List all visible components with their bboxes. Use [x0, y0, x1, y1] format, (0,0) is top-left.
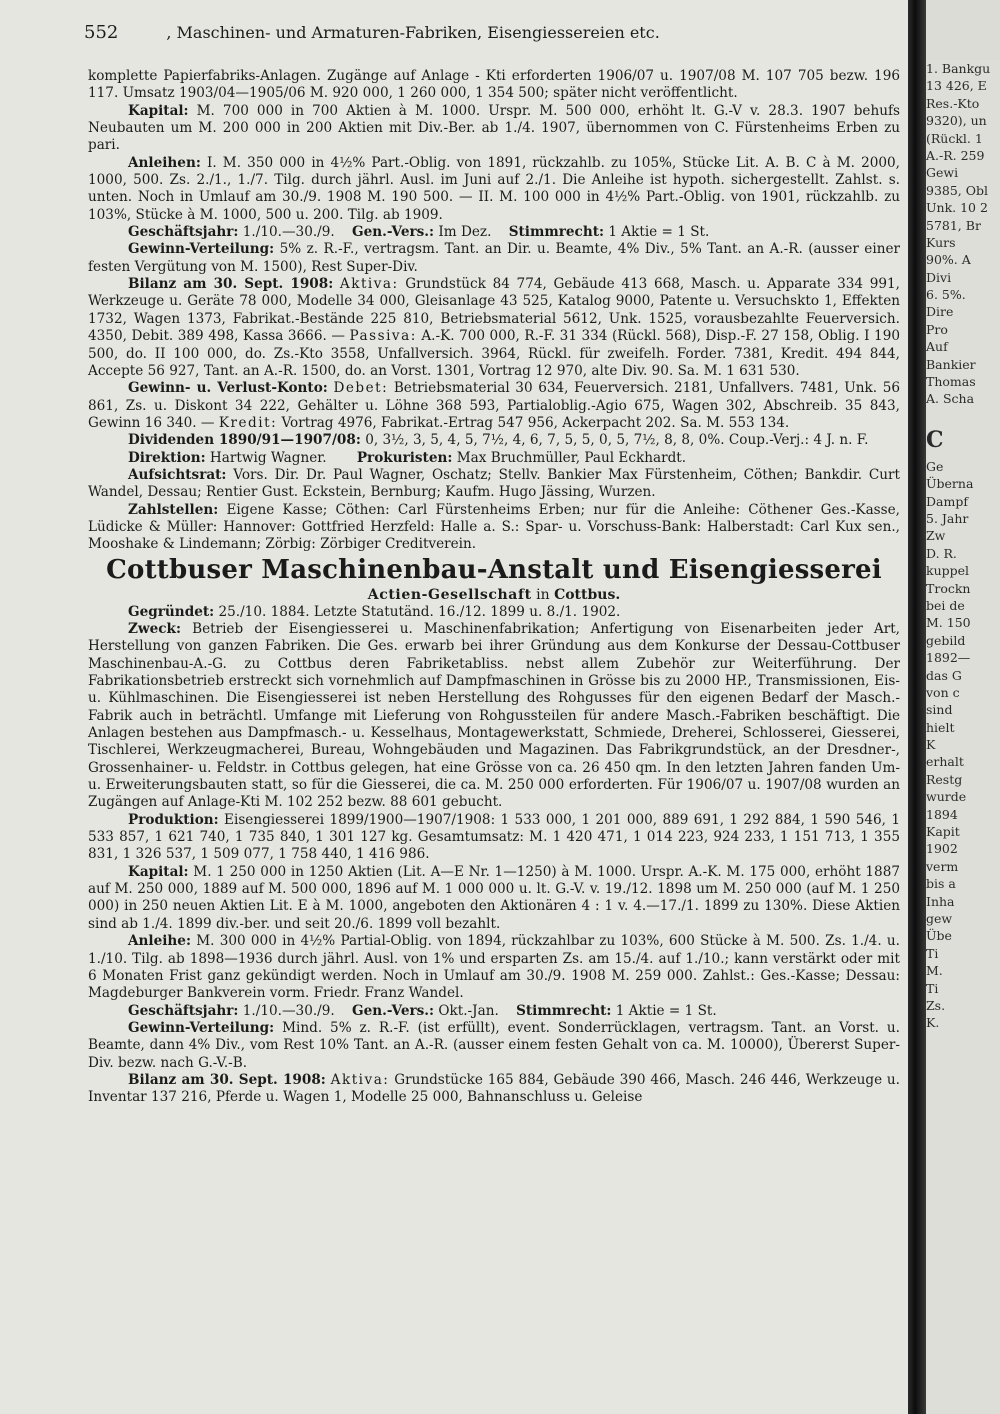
- company-subtitle: Actien-Gesellschaft in Cottbus.: [367, 586, 621, 603]
- adjacent-line: verm: [926, 858, 959, 874]
- adjacent-line: Dampf: [926, 493, 968, 509]
- adjacent-line: 90%. A: [926, 252, 971, 268]
- adjacent-line: 9385, Obl: [926, 182, 989, 198]
- adjacent-line: K: [926, 737, 936, 753]
- running-title: , Maschinen- und Armaturen-Fabriken, Eisengiessereien etc.: [166, 23, 660, 42]
- adjacent-line: bis a: [926, 876, 956, 892]
- adjacent-line: das G: [926, 667, 962, 683]
- company-kapital: Kapital: M. 1 250 000 in 1250 Aktien (Lit. A—E Nr. 1—1250) à M. 1000. Urspr. A.-K. M. 175 000, erhöht 1887 auf M. 250 000, 1889 auf M. 500 000, 1896 auf M. 1 000 000 u. lt. G.-V. v. 19./12. 1898 um M. 250 000 (auf M. 1 250 000) in 250 neuen Aktien Lit. E à M. 1000, angeboten den Aktionären 4 : 1 v. 4.—17./1. 1899 zu 130%. Diese Aktien sind ab 1./4. 1899 div.-ber. und seit 20./6. 1899 voll bezahlt.: [88, 863, 900, 932]
- adjacent-line: wurde: [926, 789, 967, 805]
- adjacent-line: Ti: [926, 980, 939, 996]
- adjacent-line: M.: [926, 963, 943, 979]
- prev-aufsichtsrat: Aufsichtsrat: Vors. Dir. Dr. Paul Wagner, Oschatz; Stellv. Bankier Max Fürstenheim, Cöthen; Bankdir. Curt Wandel, Dessau; Rentier Gust. Eckstein, Bernburg; Kaufm. Hugo Jässing, Wurzen.: [88, 466, 900, 501]
- adjacent-line: Trockn: [926, 580, 971, 596]
- adjacent-line: Dire: [926, 304, 954, 320]
- book-gutter: [908, 0, 926, 1414]
- adjacent-line: erhalt: [926, 754, 964, 770]
- adjacent-line: Res.-Kto: [926, 95, 980, 111]
- adjacent-line: 1902: [926, 841, 958, 857]
- prev-gewinn-verlust-konto: Gewinn- u. Verlust-Konto: Debet: Betriebsmaterial 30 634, Feuerversich. 2181, Unfallvers. 7481, Unk. 56 861, Zs. u. Diskont 34 222, Gehälter u. Löhne 368 593, Partialoblig.-Agio 675, Wagen 302, Abschreib. 35 843, Gewinn 16 340. — Kredit: Vortrag 4976, Fabrikat.-Ertrag 547 956, Ackerpacht 202. Sa. M. 553 134.: [88, 380, 900, 431]
- prev-bilanz: Bilanz am 30. Sept. 1908: Aktiva: Grundstück 84 774, Gebäude 413 668, Masch. u. Apparate 334 991, Werkzeuge u. Geräte 78 000, Modelle 34 000, Gleisanlage 43 525, Katalog 9000, Patente u. Versuchskto 1, Effekten 1732, Wagen 1373, Fabrikat.-Bestände 225 810, Betriebsmaterial 5612, Unk. 1525, vorausbezahlte Feuerversich. 4350, Debit. 389 498, Kassa 3666. — Passiva: A.-K. 700 000, R.-F. 31 334 (Rückl. 568), Disp.-F. 27 158, Oblig. I 190 500, do. II 100 000, do. Zs.-Kto 3558, Unfallversich. 3964, Rückl. für zweifelh. Forder. 7381, Kredit. 494 844, Accepte 56 927, Tant. an A.-R. 1500, do. an Vorst. 1301, Vortrag 12 970, alte Div. 90. Sa. M. 1 631 530.: [88, 276, 901, 379]
- adjacent-line: hielt: [926, 719, 955, 735]
- adjacent-page-fragment: [926, 60, 1000, 1414]
- adjacent-line: (Rückl. 1: [926, 130, 983, 146]
- adjacent-big-letter: C: [926, 426, 944, 453]
- adjacent-line: 1. Bankgu: [926, 61, 991, 76]
- adjacent-line: K.: [926, 1015, 940, 1031]
- adjacent-line: Unk. 10 2: [926, 200, 988, 216]
- adjacent-line: Überna: [926, 476, 974, 492]
- adjacent-line: Inha: [926, 893, 955, 909]
- company-gegruendet: Gegründet: 25./10. 1884. Letzte Statutänd. 16./12. 1899 u. 8./1. 1902.: [128, 603, 621, 620]
- prev-geschaeftsjahr: Geschäftsjahr: 1./10.—30./9. Gen.-Vers.: Im Dez. Stimmrecht: 1 Aktie = 1 St.: [128, 224, 710, 241]
- adjacent-line: gebild: [926, 632, 966, 648]
- adjacent-lines-top: [926, 60, 1000, 408]
- company-produktion: Produktion: Eisengiesserei 1899/1900—1907/1908: 1 533 000, 1 201 000, 889 691, 1 292 884, 1 590 546, 1 533 857, 1 621 740, 1 735 840, 1 301 127 kg. Gesamtumsatz: M. 1 420 471, 1 014 223, 924 233, 1 151 713, 1 355 831, 1 326 537, 1 509 077, 1 758 440, 1 416 986.: [88, 811, 900, 863]
- adjacent-line: Thomas: [926, 374, 976, 390]
- adjacent-line: Zw: [926, 528, 946, 544]
- adjacent-line: sind: [926, 702, 953, 718]
- company-anleihe: Anleihe: M. 300 000 in 4½% Partial-Oblig. von 1894, rückzahlbar zu 103%, 600 Stücke à M. 500. Zs. 1./4. u. 1./10. Tilg. ab 1898—1936 durch jährl. Ausl. von 1% und ersparten Zs. am 15./4. auf 1./10.; kann verstärkt oder mit 6 Monaten Frist ganz gekündigt werden. Noch in Umlauf am 30./9. 1908 M. 259 000. Zahlst.: Ges.-Kasse; Dessau: Magdeburger Bankverein vorm. Friedr. Franz Wandel.: [88, 933, 900, 1002]
- prev-gewinn-verteilung: Gewinn-Verteilung: 5% z. R.-F., vertragsm. Tant. an Dir. u. Beamte, 4% Div., 5% Tant. an A.-R. (ausser einer festen Vergütung von M. 1500), Rest Super-Div.: [88, 241, 900, 275]
- adjacent-line: Kurs: [926, 234, 956, 250]
- adjacent-line: Restg: [926, 771, 963, 787]
- company-title: Cottbuser Maschinenbau-Anstalt und Eisengiesserei: [106, 554, 882, 585]
- adjacent-line: gew: [926, 910, 953, 926]
- adjacent-line: A. Scha: [926, 391, 975, 407]
- adjacent-line: Übe: [926, 928, 952, 944]
- adjacent-line: 9320), un: [926, 113, 987, 129]
- prev-anleihen: Anleihen: I. M. 350 000 in 4½% Part.-Oblig. von 1891, rückzahlb. zu 105%, Stücke Lit. A. B. C à M. 2000, 1000, 500. Zs. 2./1., 1./7. Tilg. durch jährl. Ausl. im Juni auf 2./1. Die Anleihe ist hypoth. sichergestellt. Zahlst. s. unten. Noch in Umlauf am 30./9. 1908 M. 190 500. — II. M. 100 000 in 4½% Part.-Oblig. von 1901, rückzahlb. zu 103%, Stücke à M. 1000, 500 u. 200. Tilg. ab 1909.: [88, 154, 900, 223]
- company-gewinn-verteilung: Gewinn-Verteilung: Mind. 5% z. R.-F. (ist erfüllt), event. Sonderrücklagen, vertragsm. Tant. an Vorst. u. Beamte, dann 4% Div., vom Rest 10% Tant. an A.-R. (ausser einem festen Gehalt von ca. M. 10000), Übererst Super-Div. bezw. nach G.-V.-B.: [88, 1019, 900, 1071]
- prev-kapital: Kapital: M. 700 000 in 700 Aktien à M. 1000. Urspr. M. 500 000, erhöht lt. G.-V v. 28.3. 1907 behufs Neubauten um M. 200 000 in 200 Aktien mit Div.-Ber. ab 1./4. 1907, übernommen von C. Fürstenheims Erben zu pari.: [88, 102, 900, 154]
- adjacent-line: Kapit: [926, 824, 960, 840]
- company-bilanz: Bilanz am 30. Sept. 1908: Aktiva: Grundstücke 165 884, Gebäude 390 466, Masch. 246 446, Werkzeuge u. Inventar 137 216, Pferde u. Wagen 1, Modelle 25 000, Bahnanschluss u. Geleise: [88, 1071, 901, 1106]
- adjacent-line: Gewi: [926, 165, 959, 181]
- prev-zahlstellen: Zahlstellen: Eigene Kasse; Cöthen: Carl Fürstenheims Erben; nur für die Anleihe: Cöthener Ges.-Kasse, Lüdicke & Müller: Hannover: Gottfried Herzfeld: Halle a. S.: Spar- u. Vorschuss-Bank: Halberstadt: Carl Kux sen., Mooshake & Lindemann; Zörbig: Zörbiger Creditverein.: [88, 501, 900, 553]
- adjacent-line: 1892—: [926, 650, 971, 666]
- adjacent-line: von c: [926, 684, 960, 700]
- adjacent-line: 5781, Br: [926, 217, 981, 233]
- adjacent-line: D. R.: [926, 545, 957, 561]
- company-geschaeftsjahr: Geschäftsjahr: 1./10.—30./9. Gen.-Vers.: Okt.-Jan. Stimmrecht: 1 Aktie = 1 St.: [128, 1002, 717, 1019]
- adjacent-line: Ge: [926, 458, 944, 474]
- adjacent-line: 5. Jahr: [926, 510, 969, 526]
- adjacent-line: 13 426, E: [926, 78, 987, 94]
- adjacent-line: M. 150: [926, 615, 971, 631]
- text-body: [88, 68, 900, 1107]
- running-header: [84, 22, 884, 48]
- adjacent-line: 6. 5%.: [926, 287, 966, 303]
- adjacent-line: Ti: [926, 945, 939, 961]
- adjacent-line: A.-R. 259: [926, 147, 985, 163]
- adjacent-line: Auf: [926, 339, 948, 355]
- adjacent-line: Pro: [926, 321, 948, 337]
- adjacent-line: bei de: [926, 597, 965, 613]
- adjacent-line: 1894: [926, 806, 958, 822]
- adjacent-line: Divi: [926, 269, 952, 285]
- adjacent-line: kuppel: [926, 563, 970, 579]
- adjacent-line: Bankier: [926, 356, 976, 372]
- page-number: 552: [84, 22, 119, 43]
- prev-direktion: Direktion: Hartwig Wagner. Prokuristen: Max Bruchmüller, Paul Eckhardt.: [128, 449, 687, 466]
- adjacent-line: Zs.: [926, 997, 946, 1013]
- prev-entry-intro: komplette Papierfabriks-Anlagen. Zugänge auf Anlage - Kti erforderten 1906/07 u. 1907/08 M. 107 705 bezw. 196 117. Umsatz 1903/04—1905/06 M. 920 000, 1 260 000, 1 354 500; später nicht veröffentlicht.: [88, 68, 900, 102]
- adjacent-lines-bottom: [926, 458, 1000, 1032]
- company-zweck: Zweck: Betrieb der Eisengiesserei u. Maschinenfabrikation; Anfertigung von Eisenarbeiten jeder Art, Herstellung von ganzen Fabriken. Die Ges. erwarb bei ihrer Gründung aus dem Konkurse der Dessau-Cottbuser Maschinenbau-A.-G. zu Cottbus deren Fabriketabliss. nebst allem Zubehör zur Weiterführung. Der Fabrikationsbetrieb erstreckt sich vornehmlich auf Dampfmaschinen in Grösse bis zu 2000 HP., Transmissionen, Eis- u. Kühlmaschinen. Die Eisengiesserei ist neben Herstellung des Rohgusses für den eigenen Bedarf der Masch.-Fabrik auch in beträchtl. Umfange mit Lieferung von Rohgussteilen für andere Masch.-Fabriken beschäftigt. Die Anlagen bestehen aus Dampfmasch.- u. Kesselhaus, Montagewerkstatt, Schmiede, Dreherei, Schlosserei, Giesserei, Tischlerei, Werkzeugmacherei, Bureau, Wohngebäuden und Magazinen. Das Fabrikgrundstück, an der Dresdner-, Grossenhainer- u. Feldstr. in Cottbus gelegen, hat eine Grösse von ca. 26 450 qm. In den letzten Jahren fanden Um- u. Erweiterungsbauten statt, so für die Giesserei, die ca. M. 250 000 erforderten. Für 1906/07 u. 1907/08 wurden an Zugängen auf Anlage-Kti M. 102 252 bezw. 88 601 gebucht.: [88, 620, 900, 811]
- prev-dividenden: Dividenden 1890/91—1907/08: 0, 3½, 3, 5, 4, 5, 7½, 4, 6, 7, 5, 5, 0, 5, 7½, 8, 8, 0%. Coup.-Verj.: 4 J. n. F.: [128, 432, 869, 449]
